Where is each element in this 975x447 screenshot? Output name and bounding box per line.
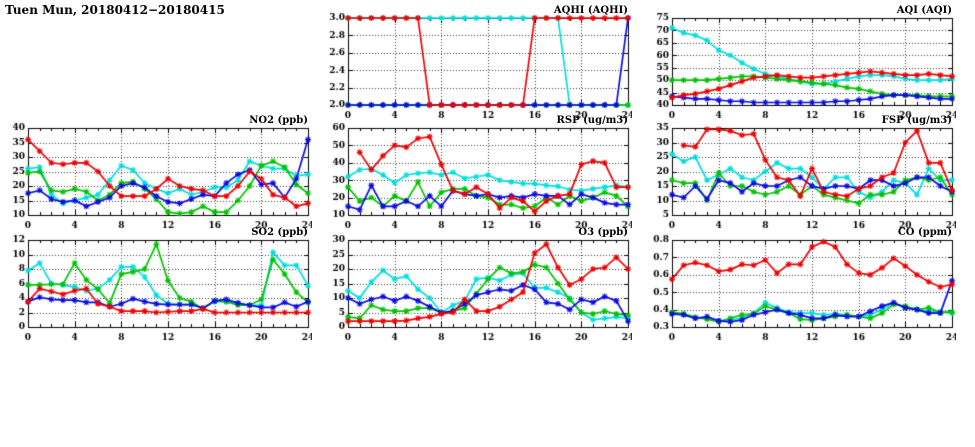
chart-fsp xyxy=(648,114,956,232)
chart-rsp xyxy=(324,114,632,232)
chart-co xyxy=(648,226,956,344)
page-title: Tuen Mun, 20180412−20180415 xyxy=(5,3,225,17)
chart-canvas-so2 xyxy=(4,226,312,344)
chart-canvas-co xyxy=(648,226,956,344)
chart-aqhi xyxy=(324,4,632,122)
chart-o3 xyxy=(324,226,632,344)
chart-aqi xyxy=(648,4,956,122)
chart-canvas-rsp xyxy=(324,114,632,232)
chart-canvas-o3 xyxy=(324,226,632,344)
chart-so2 xyxy=(4,226,312,344)
chart-canvas-aqhi xyxy=(324,4,632,122)
chart-canvas-fsp xyxy=(648,114,956,232)
chart-canvas-aqi xyxy=(648,4,956,122)
chart-no2 xyxy=(4,114,312,232)
chart-canvas-no2 xyxy=(4,114,312,232)
